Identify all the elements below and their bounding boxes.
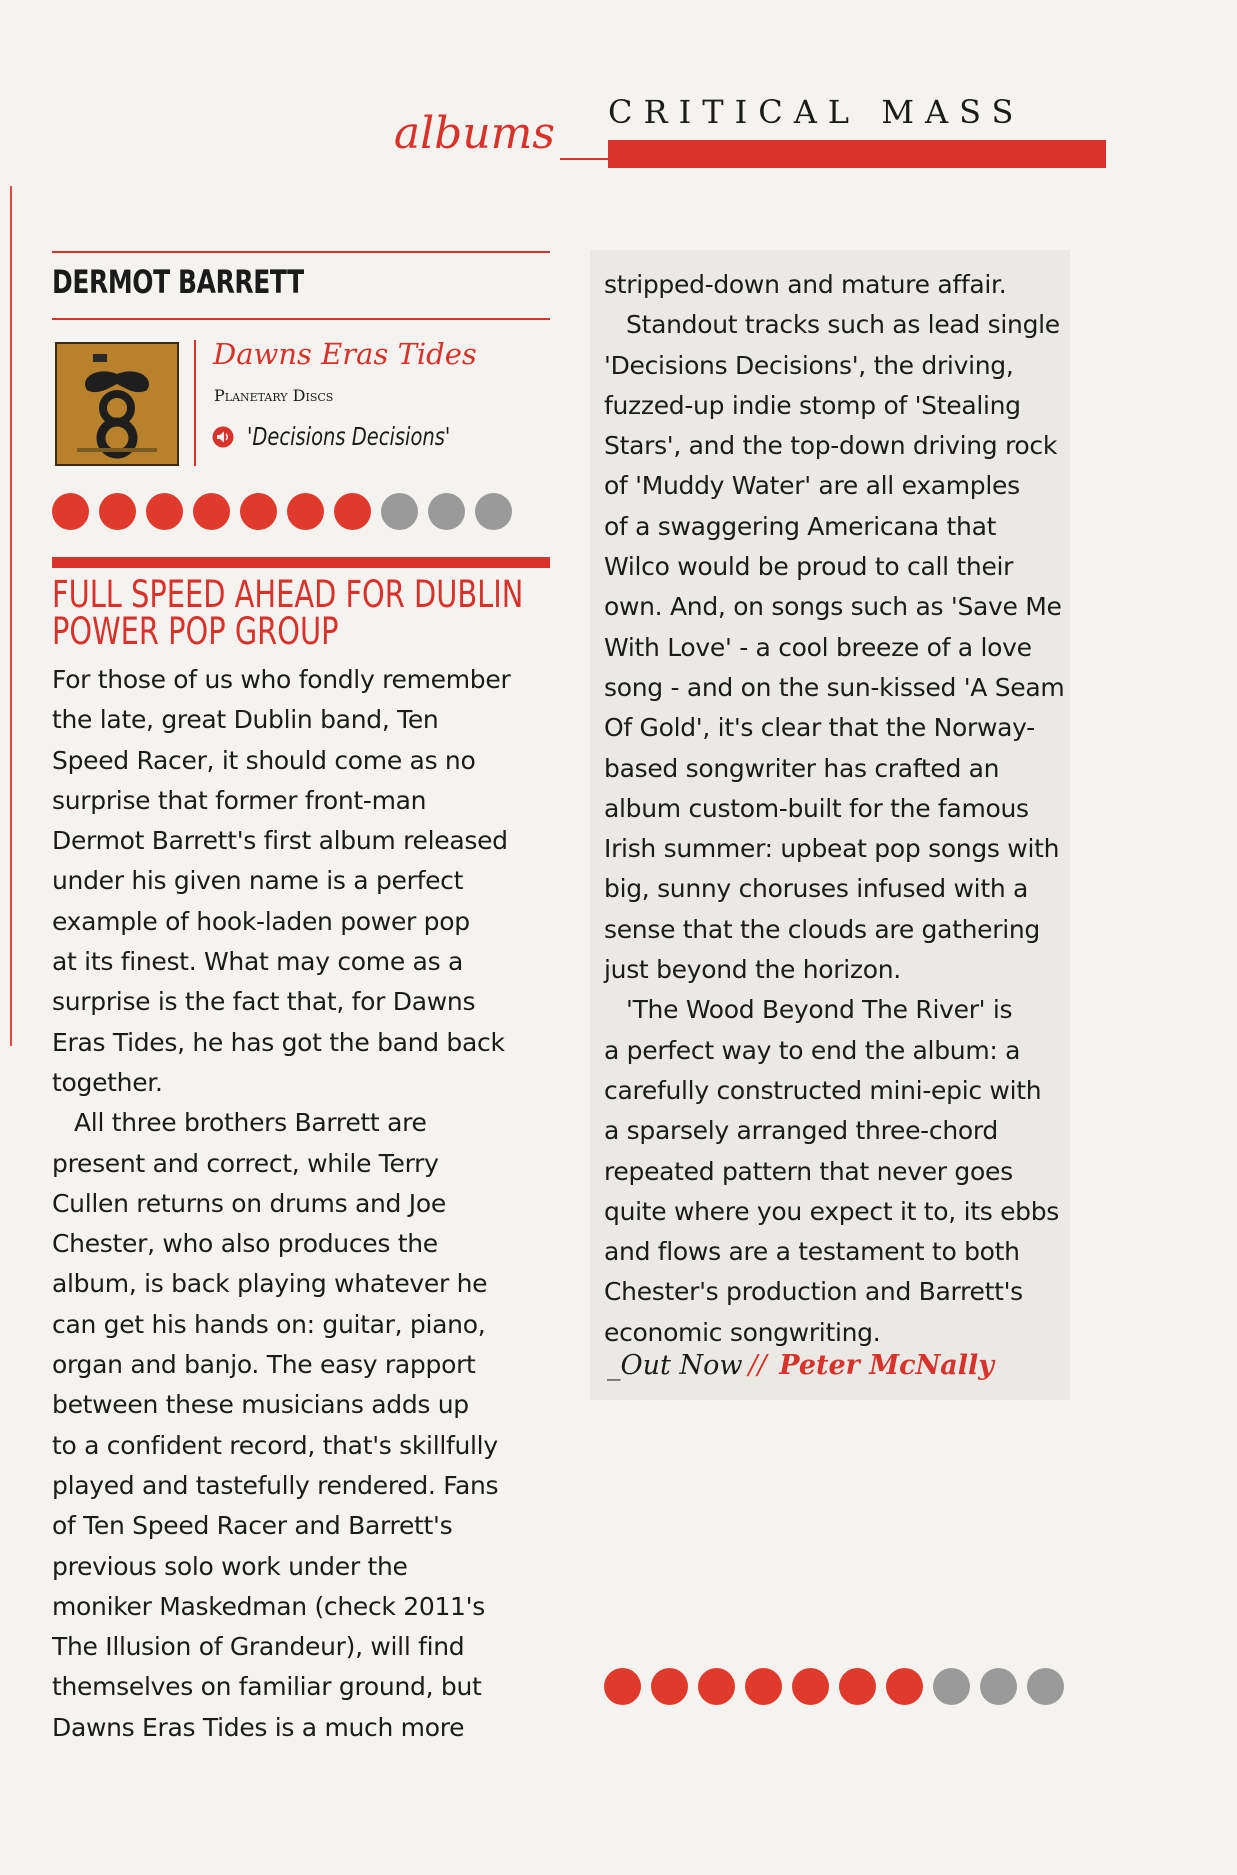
paragraph [604, 305, 1104, 990]
headline-line: FULL SPEED AHEAD FOR DUBLIN [52, 573, 524, 616]
text-line: organ and banjo. The easy rapport [52, 1350, 476, 1380]
text-line: just beyond the horizon. [604, 955, 901, 985]
rating-dot-filled [698, 1668, 735, 1705]
text-line: Dermot Barrett's first album released [52, 826, 508, 856]
rating-dot-filled [287, 493, 324, 530]
paragraph [52, 1103, 552, 1748]
rating-dot-filled [52, 493, 89, 530]
rating-dot-filled [240, 493, 277, 530]
speaker-icon [212, 426, 234, 448]
text-line: The Illusion of Grandeur), will find [52, 1632, 465, 1662]
rating-dot-filled [792, 1668, 829, 1705]
page-edge-rule [0, 186, 12, 1046]
text-line: With Love' - a cool breeze of a love [604, 632, 1032, 662]
text-line: can get his hands on: guitar, piano, [52, 1309, 486, 1339]
text-line: Stars', and the top-down driving rock [604, 431, 1058, 461]
text-line: Eras Tides, he has got the band back [52, 1027, 505, 1057]
text-line: 'The Wood Beyond The River' is [626, 995, 1013, 1025]
text-line: the late, great Dublin band, Ten [52, 705, 439, 735]
rating-dot-empty [475, 493, 512, 530]
text-line: a sparsely arranged three-chord [604, 1116, 998, 1146]
text-line: Wilco would be proud to call their [604, 552, 1014, 582]
text-line: song - and on the sun-kissed 'A Seam [604, 672, 1065, 702]
rating-dot-empty [933, 1668, 970, 1705]
text-line: of 'Muddy Water' are all examples [604, 471, 1020, 501]
text-line: All three brothers Barrett are [74, 1108, 427, 1138]
text-line: Chester's production and Barrett's [604, 1277, 1023, 1307]
rule-below-artist [52, 318, 550, 320]
text-line: themselves on familiar ground, but [52, 1672, 482, 1702]
headline-line: POWER POP GROUP [52, 610, 339, 653]
rating-dot-filled [745, 1668, 782, 1705]
text-line: previous solo work under the [52, 1551, 408, 1581]
text-line: together. [52, 1067, 163, 1097]
text-line: to a confident record, that's skillfully [52, 1430, 498, 1460]
text-line: own. And, on songs such as 'Save Me [604, 592, 1062, 622]
record-label: Planetary Discs [214, 386, 334, 405]
text-line: between these musicians adds up [52, 1390, 469, 1420]
text-line: Of Gold', it's clear that the Norway- [604, 713, 1035, 743]
cover-divider [194, 340, 196, 466]
text-line: album, is back playing whatever he [52, 1269, 488, 1299]
text-line: Chester, who also produces the [52, 1229, 438, 1259]
text-line: example of hook-laden power pop [52, 906, 470, 936]
text-line: stripped-down and mature affair. [604, 270, 1007, 299]
review-body-left [52, 660, 552, 1748]
review-body-right [604, 265, 1104, 1353]
album-cover [55, 342, 179, 466]
text-line: played and tastefully rendered. Fans [52, 1470, 499, 1500]
text-line: under his given name is a perfect [52, 866, 464, 896]
artist-name: DERMOT BARRETT [52, 263, 304, 301]
credit-separator: // [748, 1350, 767, 1381]
text-line: Irish summer: upbeat pop songs with [604, 834, 1060, 864]
rating-dot-empty [1027, 1668, 1064, 1705]
text-line: of a swaggering Americana that [604, 511, 997, 541]
text-line: Standout tracks such as lead single [626, 310, 1060, 340]
rating-dots-top [52, 493, 512, 530]
rating-dot-empty [381, 493, 418, 530]
text-line: present and correct, while Terry [52, 1148, 439, 1178]
text-line: fuzzed-up indie stomp of 'Stealing [604, 390, 1021, 420]
text-line: Dawns Eras Tides is a much more [52, 1712, 465, 1742]
text-line: economic songwriting. [604, 1317, 881, 1347]
reviewer-name: Peter McNally [779, 1350, 994, 1381]
text-line: big, sunny choruses infused with a [604, 874, 1029, 904]
rating-dot-filled [886, 1668, 923, 1705]
rule-top [52, 251, 550, 253]
text-line: of Ten Speed Racer and Barrett's [52, 1511, 453, 1541]
paragraph [52, 660, 552, 1103]
text-line: surprise is the fact that, for Dawns [52, 987, 476, 1017]
text-line: Speed Racer, it should come as no [52, 745, 476, 775]
text-line: 'Decisions Decisions', the driving, [604, 350, 1014, 380]
rating-dot-empty [428, 493, 465, 530]
header-underline [560, 158, 608, 160]
text-line: based songwriter has crafted an [604, 753, 1000, 783]
rating-dot-filled [334, 493, 371, 530]
availability: _Out Now [607, 1350, 743, 1381]
rating-dot-filled [146, 493, 183, 530]
rating-dot-filled [193, 493, 230, 530]
text-line: Cullen returns on drums and Joe [52, 1188, 446, 1218]
text-line: a perfect way to end the album: a [604, 1035, 1021, 1065]
section-name: albums [393, 108, 555, 159]
rating-dot-filled [651, 1668, 688, 1705]
header-bar [608, 140, 1106, 168]
review-headline [52, 573, 536, 653]
album-title: Dawns Eras Tides [213, 337, 477, 371]
paragraph [604, 265, 1104, 305]
featured-track: 'Decisions Decisions' [247, 422, 451, 451]
rating-dot-filled [604, 1668, 641, 1705]
paragraph [604, 990, 1104, 1353]
text-line: at its finest. What may come as a [52, 947, 463, 977]
text-line: sense that the clouds are gathering [604, 914, 1040, 944]
text-line: repeated pattern that never goes [604, 1156, 1013, 1186]
review-credit [607, 1352, 994, 1379]
text-line: album custom-built for the famous [604, 793, 1029, 823]
text-line: For those of us who fondly remember [52, 665, 511, 694]
text-line: carefully constructed mini-epic with [604, 1075, 1042, 1105]
text-line: moniker Maskedman (check 2011's [52, 1591, 485, 1621]
rating-dot-empty [980, 1668, 1017, 1705]
rating-dot-filled [99, 493, 136, 530]
headline-rule [52, 557, 550, 568]
section-title: CRITICAL MASS [608, 93, 1025, 131]
rating-dots-bottom [604, 1668, 1064, 1705]
text-line: quite where you expect it to, its ebbs [604, 1196, 1060, 1226]
text-line: and flows are a testament to both [604, 1237, 1020, 1267]
rating-dot-filled [839, 1668, 876, 1705]
text-line: surprise that former front-man [52, 785, 427, 815]
